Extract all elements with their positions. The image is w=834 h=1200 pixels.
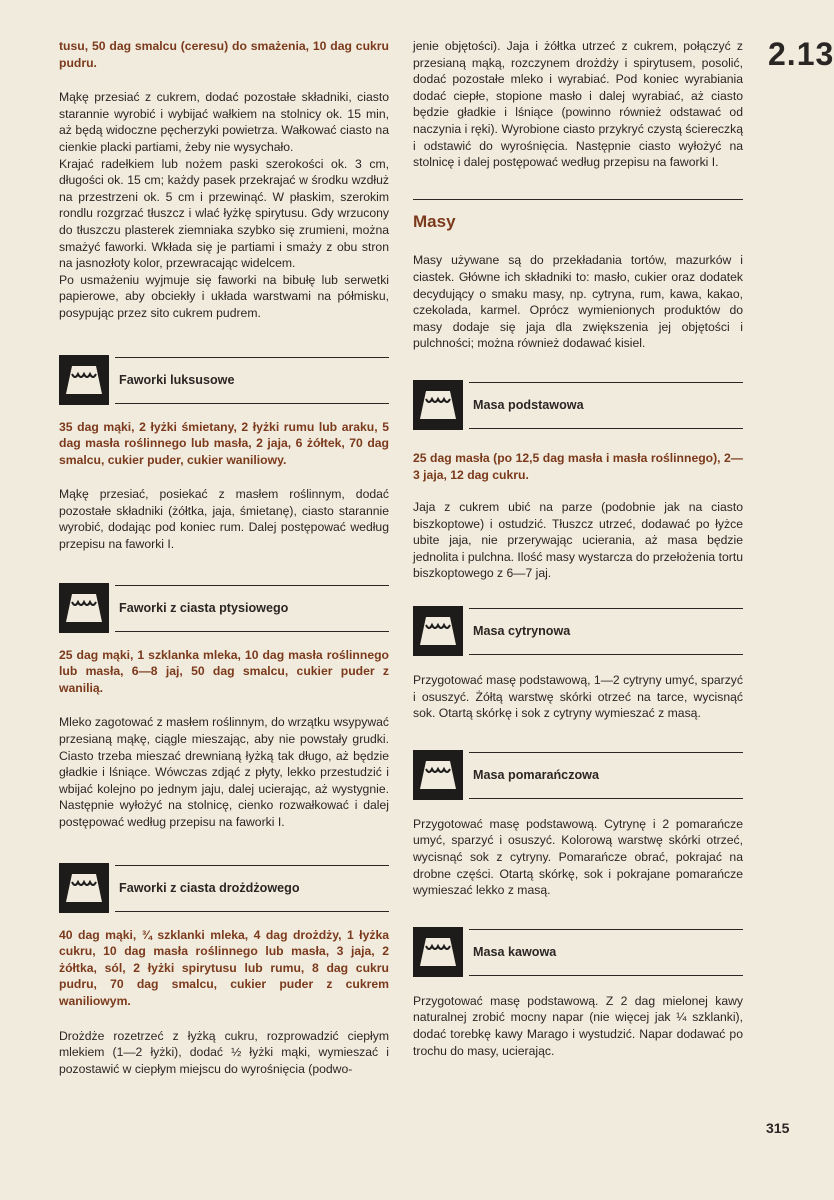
header-rule (115, 403, 389, 404)
cake-mold-icon (413, 927, 463, 977)
recipe-title: Masa kawowa (473, 944, 557, 959)
cake-mold-icon (59, 583, 109, 633)
header-rule (469, 975, 743, 976)
left-column (59, 38, 389, 1077)
recipe-text: Mąkę przesiać, posiekać z masłem roślinnym, dodać pozostałe składniki (żółtka, jaja, śmietanę), ciasto starannie wyrobić, dodając pod koniec rum. Dalej postępować według przepisu na faworki I. (59, 487, 389, 552)
recipe-ingredients: 40 dag mąki, ¾ szklanki mleka, 4 dag drożdży, 1 łyżka cukru, 10 dag masła roślinnego lub masła, 3 jaja, 2 żółtka, sól, 2 łyżki spirytusu lub rumu, 8 dag cukru pudru, 70 dag smalcu, cukier puder z cukrem waniliowym. (59, 927, 389, 1008)
recipe-header-faworki-drozdzowe (59, 863, 389, 913)
cake-mold-icon (59, 863, 109, 913)
recipe-title: Faworki z ciasta ptysiowego (119, 600, 289, 615)
header-rule (469, 428, 743, 429)
header-rule (115, 631, 389, 632)
header-rule (469, 382, 743, 383)
recipe-ingredients: 35 dag mąki, 2 łyżki śmietany, 2 łyżki rumu lub araku, 5 dag masła roślinnego lub masła, 2 jaja, 6 żółtek, 70 dag smalcu, cukier puder, cukier waniliowy. (59, 419, 389, 467)
recipe-text: Drożdże rozetrzeć z łyżką cukru, rozprowadzić ciepłym mlekiem (1—2 łyżki), dodać ½ łyżki mąki, wymieszać i pozostawić w ciepłym miejscu do wyrośnięcia (podwo- (59, 1028, 389, 1076)
recipe-title: Faworki luksusowe (119, 372, 235, 387)
cake-mold-icon (59, 355, 109, 405)
header-rule (115, 585, 389, 586)
header-rule (469, 929, 743, 930)
recipe-header-masa-kawowa (413, 927, 743, 977)
masy-intro-text: Masy używane są do przekładania tortów, mazurków i ciastek. Główne ich składniki to: masło, cukier oraz dodatek decydujący o smaku masy, np. cytryna, rum, kawa, kakao, czekolada, karmel. Oprócz wymienionych produktów do masy dodaje się jaja dla zwiększenia jej objętości i pulchności; można również dodawać kisiel. (413, 253, 743, 351)
recipe-title: Faworki z ciasta drożdżowego (119, 880, 300, 895)
recipe-text: Przygotować masę podstawową. Z 2 dag mielonej kawy naturalnej zrobić mocny napar (nie więcej jak ¼ szklanki), dodać torebkę kawy Marago i wystudzić. Napar dodawać po trochu do masy, ucierając. (413, 993, 743, 1058)
intro-paragraph-1: Mąkę przesiać z cukrem, dodać pozostałe składniki, ciasto starannie wyrobić i wybijać wałkiem na stolnicy ok. 15 min, aż będą widoczne pęcherzyki powietrza. Wałkować ciasto na cienkie placki partiami, żeby nie wysychało. (59, 90, 389, 154)
recipe-text: Przygotować masę podstawową, 1—2 cytryny umyć, sparzyć i osuszyć. Żółtą warstwę skórki otrzeć na tarce, wycisnąć sok. Otartą skórkę i sok z cytryny wymieszać z masą. (413, 673, 743, 721)
recipe-title: Masa podstawowa (473, 397, 584, 412)
recipe-ingredients: 25 dag masła (po 12,5 dag masła i masła roślinnego), 2—3 jaja, 12 dag cukru. (413, 450, 743, 482)
recipe-title: Masa pomarańczowa (473, 767, 599, 782)
recipe-title: Masa cytrynowa (473, 624, 571, 639)
recipe-text: Jaja z cukrem ubić na parze (podobnie jak na ciasto biszkoptowe) i ostudzić. Tłuszcz utrzeć, dodawać po łyżce ubite jaja, nie przerywając ucierania, aż masa będzie jednolita i pulchna. Ilość masy wystarcza do przełożenia tortu biszkoptowego z 6—7 jaj. (413, 500, 743, 581)
recipe-header-masa-cytrynowa (413, 606, 743, 656)
recipe-text: Przygotować masę podstawową. Cytrynę i 2 pomarańcze umyć, sparzyć i osuszyć. Kolorową warstwę skórki otrzeć, wycisnąć sok z cytryny. Pomarańcze obrać, pokrajać na drobne części. Otartą skórkę, sok i pokrajane pomarańcze wymieszać lekko z masą. (413, 816, 743, 898)
header-rule (469, 798, 743, 799)
header-rule (469, 654, 743, 655)
section-title-masy: Masy (413, 211, 456, 231)
right-column (413, 38, 743, 1059)
recipe-header-masa-pomaranczowa (413, 750, 743, 800)
header-rule (115, 357, 389, 358)
intro-paragraph-2: Krajać radełkiem lub nożem paski szerokości ok. 3 cm, długości ok. 15 cm; każdy pasek przekrajać w środku wzdłuż na przestrzeni ok. 5 cm i przewinąć. W płaskim, szerokim rondlu rozgrzać tłuszcz i wlać łyżkę spirytusu. Gdy wrzucony do tłuszczu plasterek ziemniaka szybko się zrumieni, można smażyć faworki. Wkłada się je partiami i smaży z obu stron na jasnozłoty kolor, przewracając widelcem. (59, 156, 389, 271)
chapter-number: 2.13 (768, 36, 834, 72)
page-number: 315 (766, 1120, 790, 1136)
intro-ingredients: tusu, 50 dag smalcu (ceresu) do smażenia, 10 dag cukru pudru. (59, 39, 389, 70)
recipe-ingredients: 25 dag mąki, 1 szklanka mleka, 10 dag masła roślinnego lub masła, 6—8 jaj, 50 dag smalcu, cukier puder z wanilią. (59, 647, 389, 695)
recipe-text: Mleko zagotować z masłem roślinnym, do wrzątku wsypywać przesianą mąkę, ciągle mieszając, aby nie powstały grudki. Ciasto trzeba mieszać drewnianą łyżką tak długo, aż będzie gładkie i lśniące. Wówczas zdjąć z płyty, lekko przestudzić i wbijać kolejno po jednym jaju, dalej ucierając, aż wystygnie. Następnie wyłożyć na stolnicę, cienko rozwałkować i dalej postępować według przepisu na faworki I. (59, 715, 389, 829)
recipe-header-masa-podstawowa (413, 380, 743, 430)
cake-mold-icon (413, 380, 463, 430)
cake-mold-icon (413, 606, 463, 656)
header-rule (115, 865, 389, 866)
header-rule (115, 911, 389, 912)
continued-text: jenie objętości). Jaja i żółtka utrzeć z cukrem, połączyć z przesianą mąką, rozczynem drożdży i spirytusem, posolić, dodać pozostałe mleko i wyrabiać. Pod koniec wyrabiania dodać ciepłe, stopione masło i dalej wyrabiać, aż ciasto będzie gładkie i lśniące (powinno również odstawać od naczynia i ręki). Wyrobione ciasto przykryć czystą ściereczką i odstawić do wyrośnięcia. Następnie ciasto wyłożyć na stolnicę i dalej postępować według przepisu na faworki I. (413, 39, 743, 170)
recipe-header-faworki-luksusowe (59, 355, 389, 405)
recipe-header-faworki-ptysiowe (59, 583, 389, 633)
header-rule (469, 608, 743, 609)
header-rule (469, 752, 743, 753)
intro-paragraph-3: Po usmażeniu wyjmuje się faworki na bibułę lub serwetki papierowe, aby obciekły i układa warstwami na półmisku, posypując przez sito cukrem pudrem. (59, 272, 389, 320)
cake-mold-icon (413, 750, 463, 800)
